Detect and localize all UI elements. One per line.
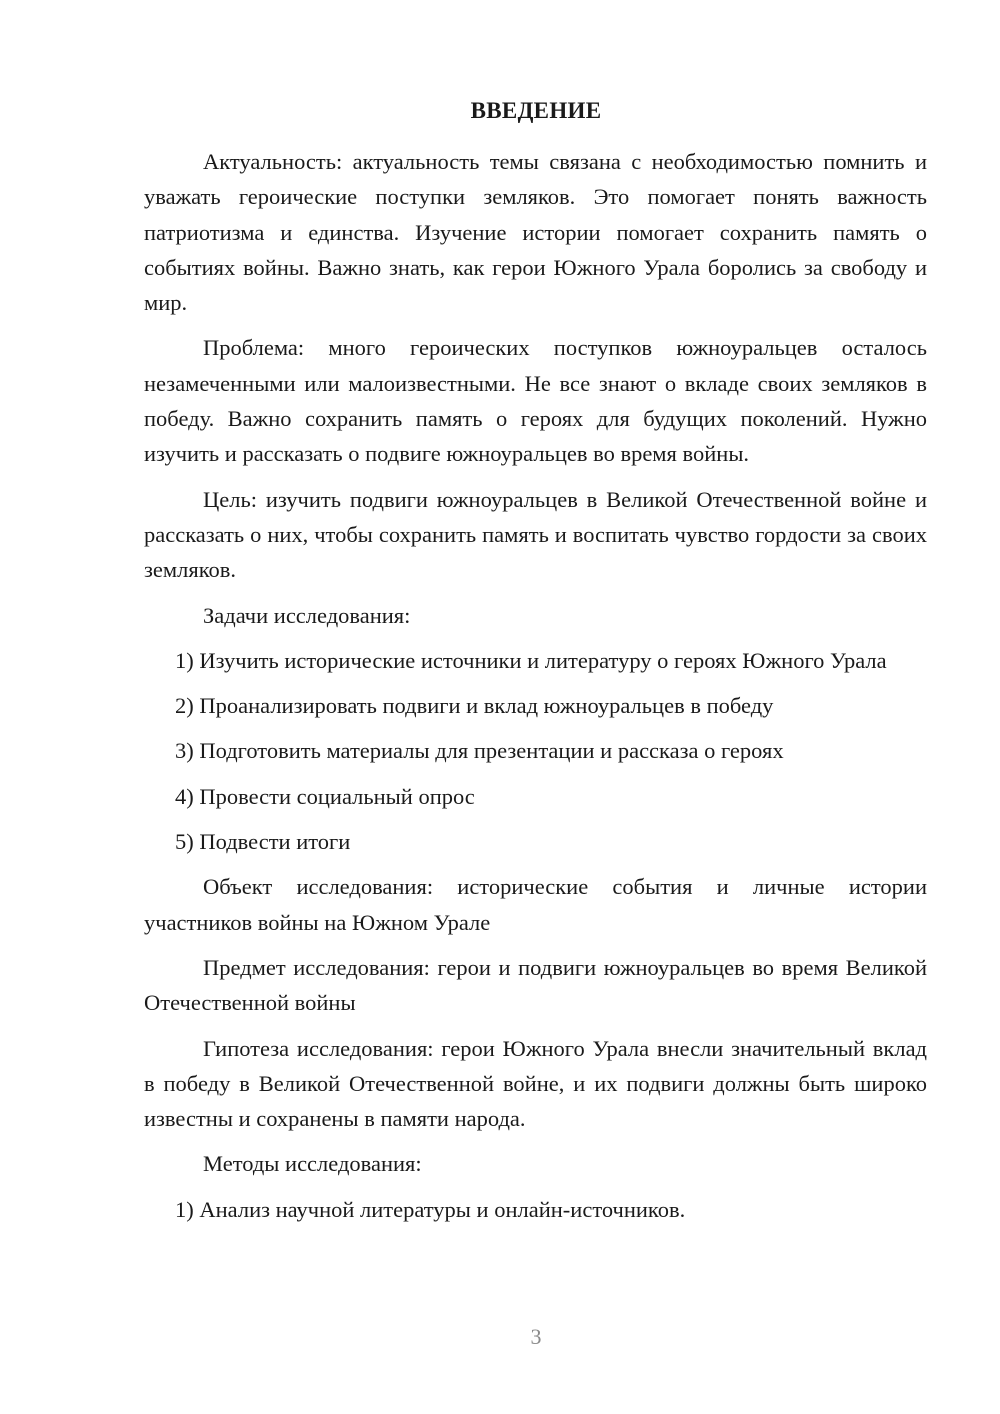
tasks-title: Задачи исследования:	[203, 602, 411, 628]
list-item-task-4: 4) Провести социальный опрос	[175, 783, 475, 809]
paragraph-object: Объект исследования: исторические события и личные истории участников войны на Южном Урале	[144, 874, 927, 935]
page-number: 3	[530, 1324, 542, 1349]
methods-title: Методы исследования:	[203, 1151, 422, 1177]
paragraph-relevance: Актуальность: актуальность темы связана с необходимостью помнить и уважать героические поступки земляков. Это помогает понять важность патриотизма и единства. Изучение истории помогает сохранить память о событиях войны. Важно знать, как герои Южного Урала боролись за свободу и мир.	[144, 149, 927, 316]
paragraph-subject: Предмет исследования: герои и подвиги южноуральцев во время Великой Отечественной войны	[144, 954, 927, 1016]
list-item-task-1: 1) Изучить исторические источники и литературу о героях Южного Урала	[175, 647, 887, 673]
paragraph-goal: Цель: изучить подвиги южноуральцев в Великой Отечественной войне и рассказать о них, чтобы сохранить память и воспитать чувство гордости за своих земляков.	[144, 486, 927, 583]
list-item-task-2: 2) Проанализировать подвиги и вклад южноуральцев в победу	[175, 693, 774, 719]
list-item-method-1: 1) Анализ научной литературы и онлайн-источников.	[175, 1196, 686, 1222]
paragraph-hypothesis: Гипотеза исследования: герои Южного Урала внесли значительный вклад в победу в Великой Отечественной войне, и их подвиги должны быть широко известны и сохранены в памяти народа.	[144, 1035, 927, 1132]
paragraph-problem: Проблема: много героических поступков южноуральцев осталось незамеченными или малоизвестными. Не все знают о вкладе своих земляков в победу. Важно сохранить память о героях для будущих поколений. Нужно изучить и рассказать о подвиге южноуральцев во время войны.	[144, 335, 927, 467]
section-heading: ВВЕДЕНИЕ	[470, 98, 602, 123]
list-item-task-5: 5) Подвести итоги	[175, 829, 351, 855]
list-item-task-3: 3) Подготовить материалы для презентации и рассказа о героях	[175, 738, 784, 764]
body-text	[144, 144, 927, 1237]
